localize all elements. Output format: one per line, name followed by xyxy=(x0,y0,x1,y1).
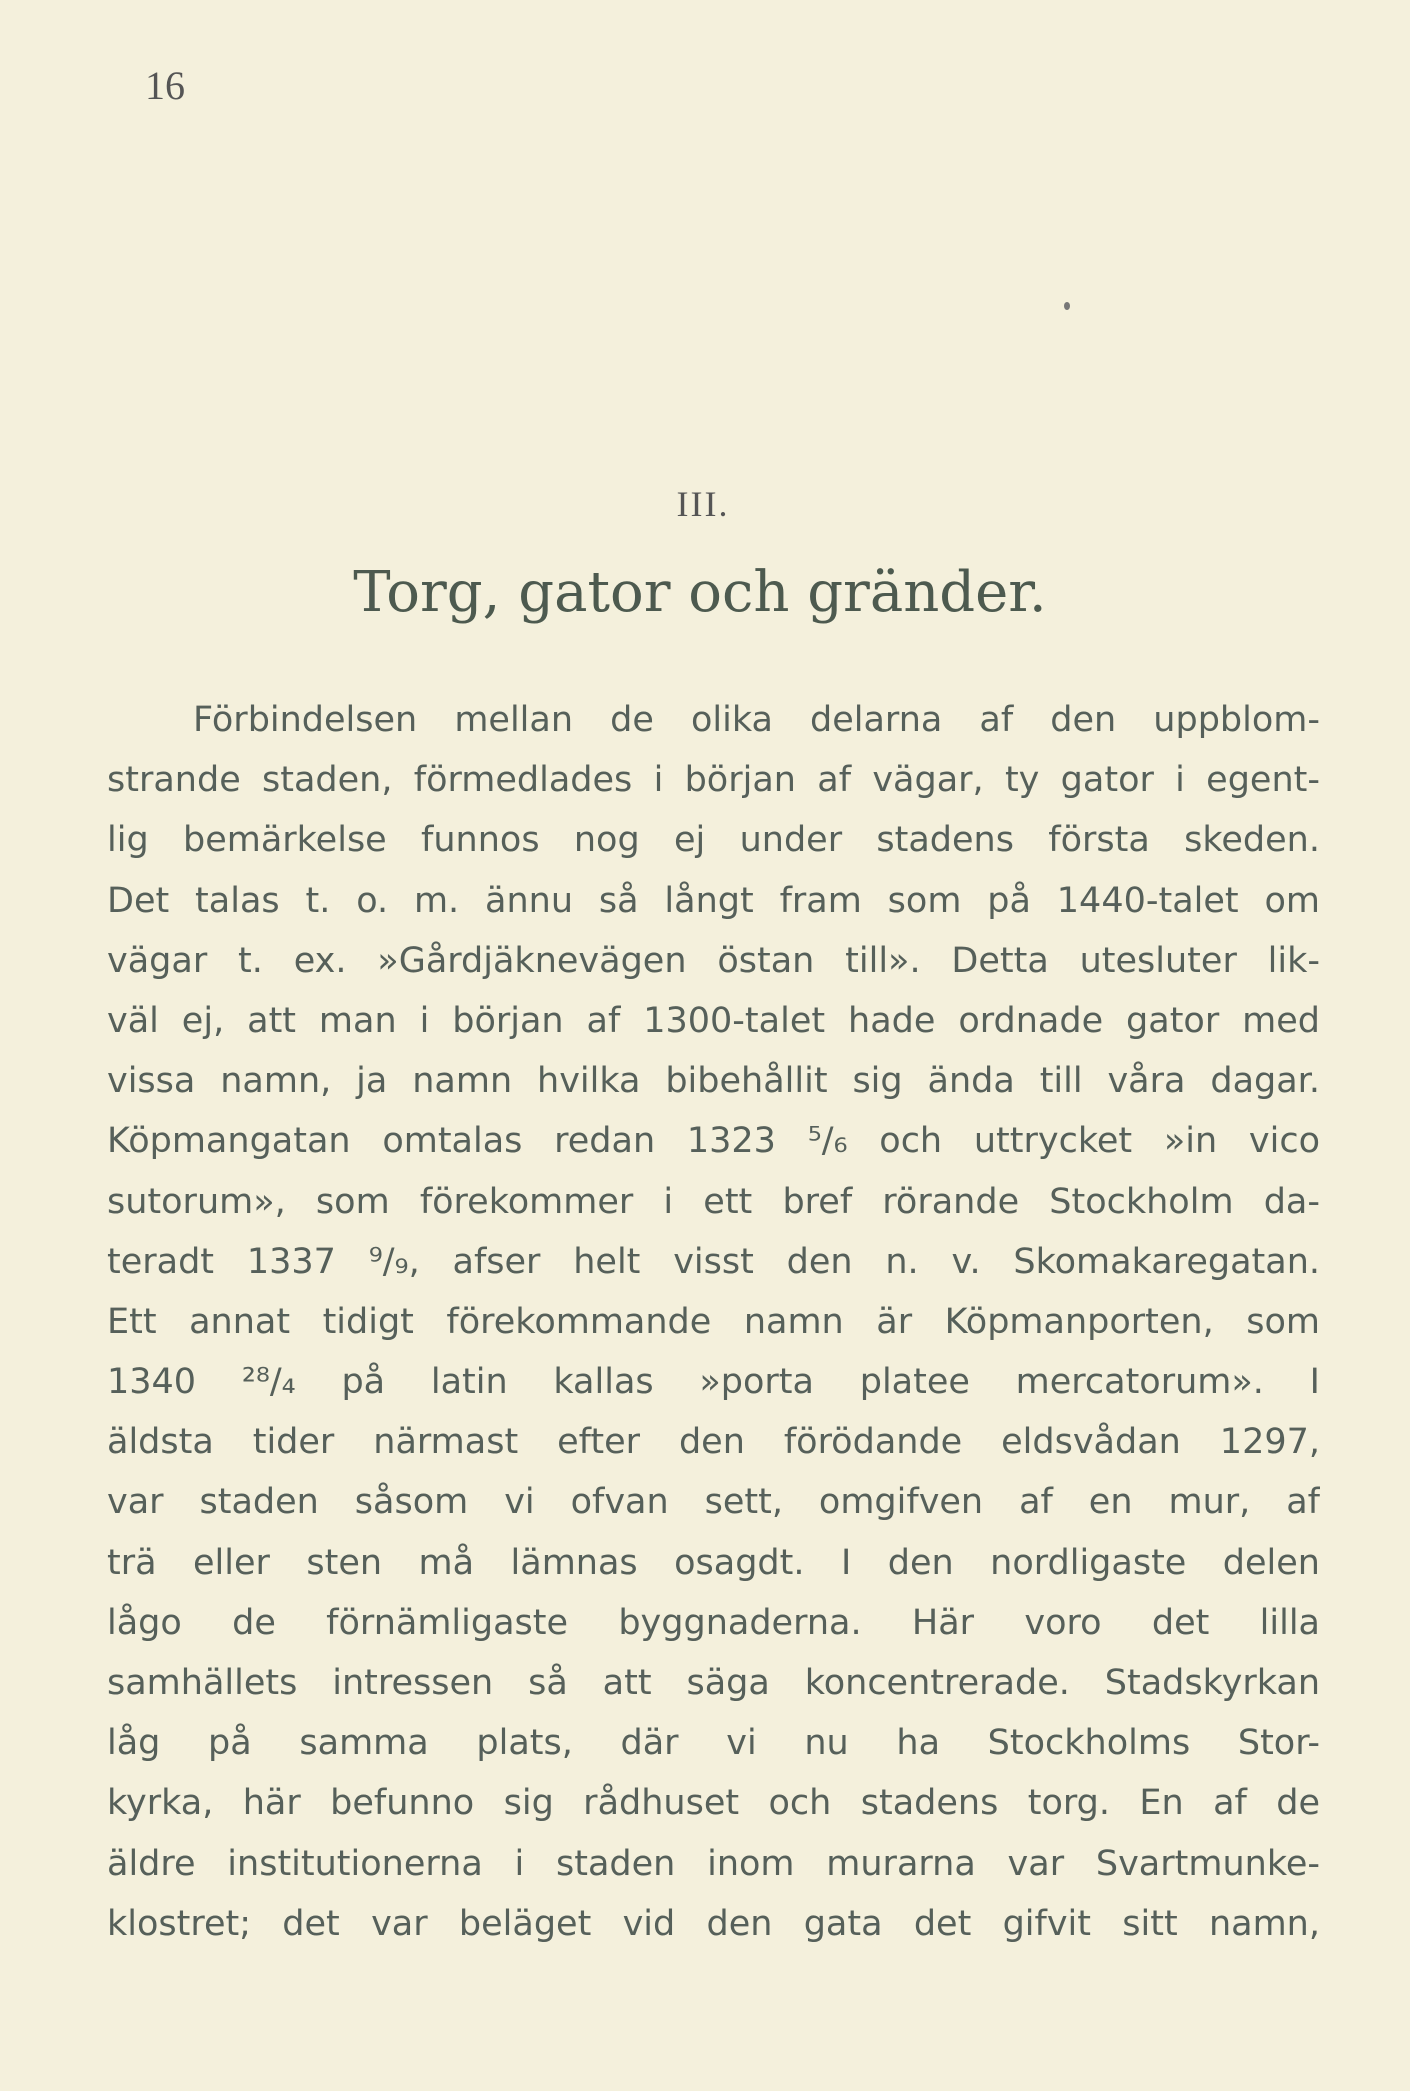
page-number: 16 xyxy=(145,63,185,108)
text-line: lig bemärkelse funnos nog ej under stadens första skeden. xyxy=(107,820,1320,861)
text-line: Ett annat tidigt förekommande namn är Köpmanporten, som xyxy=(107,1301,1320,1342)
text-line: låg på samma plats, där vi nu ha Stockholms Stor- xyxy=(107,1723,1320,1764)
text-line: klostret; det var beläget vid den gata det gifvit sitt namn, xyxy=(107,1903,1320,1944)
text-line: lågo de förnämligaste byggnaderna. Här voro det lilla xyxy=(107,1602,1320,1643)
text-line: äldsta tider närmast efter den förödande eldsvådan 1297, xyxy=(107,1422,1320,1463)
text-line: väl ej, att man i början af 1300-talet hade ordnade gator med xyxy=(107,1000,1320,1041)
chapter-number: III. xyxy=(676,484,730,524)
text-line: trä eller sten må lämnas osagdt. I den nordligaste delen xyxy=(107,1542,1320,1583)
body-text xyxy=(107,690,1320,1954)
text-line: samhällets intressen så att säga koncentrerade. Stadskyrkan xyxy=(107,1663,1320,1703)
text-line: var staden såsom vi ofvan sett, omgifven af en mur, af xyxy=(107,1482,1320,1523)
ink-speck xyxy=(1064,302,1070,310)
text-line: sutorum», som förekommer i ett bref rörande Stockholm da- xyxy=(107,1181,1320,1222)
text-line: teradt 1337 ⁹/₉, afser helt visst den n. v. Skomakaregatan. xyxy=(107,1241,1320,1282)
text-line: vägar t. ex. »Gårdjäknevägen östan till». Detta utesluter lik- xyxy=(107,940,1320,981)
text-line: Förbindelsen mellan de olika delarna af den uppblom- xyxy=(193,700,1320,740)
chapter-title: Torg, gator och gränder. xyxy=(353,560,1047,625)
text-line: 1340 ²⁸/₄ på latin kallas »porta platee mercatorum». I xyxy=(107,1362,1320,1403)
text-line: strande staden, förmedlades i början af vägar, ty gator i egent- xyxy=(107,760,1320,801)
text-line: Köpmangatan omtalas redan 1323 ⁵/₆ och uttrycket »in vico xyxy=(107,1121,1320,1162)
text-line: kyrka, här befunno sig rådhuset och stadens torg. En af de xyxy=(107,1783,1320,1824)
text-line: Det talas t. o. m. ännu så långt fram som på 1440-talet om xyxy=(107,880,1320,921)
text-line: vissa namn, ja namn hvilka bibehållit sig ända till våra dagar. xyxy=(107,1061,1320,1102)
text-line: äldre institutionerna i staden inom murarna var Svartmunke- xyxy=(107,1843,1320,1884)
